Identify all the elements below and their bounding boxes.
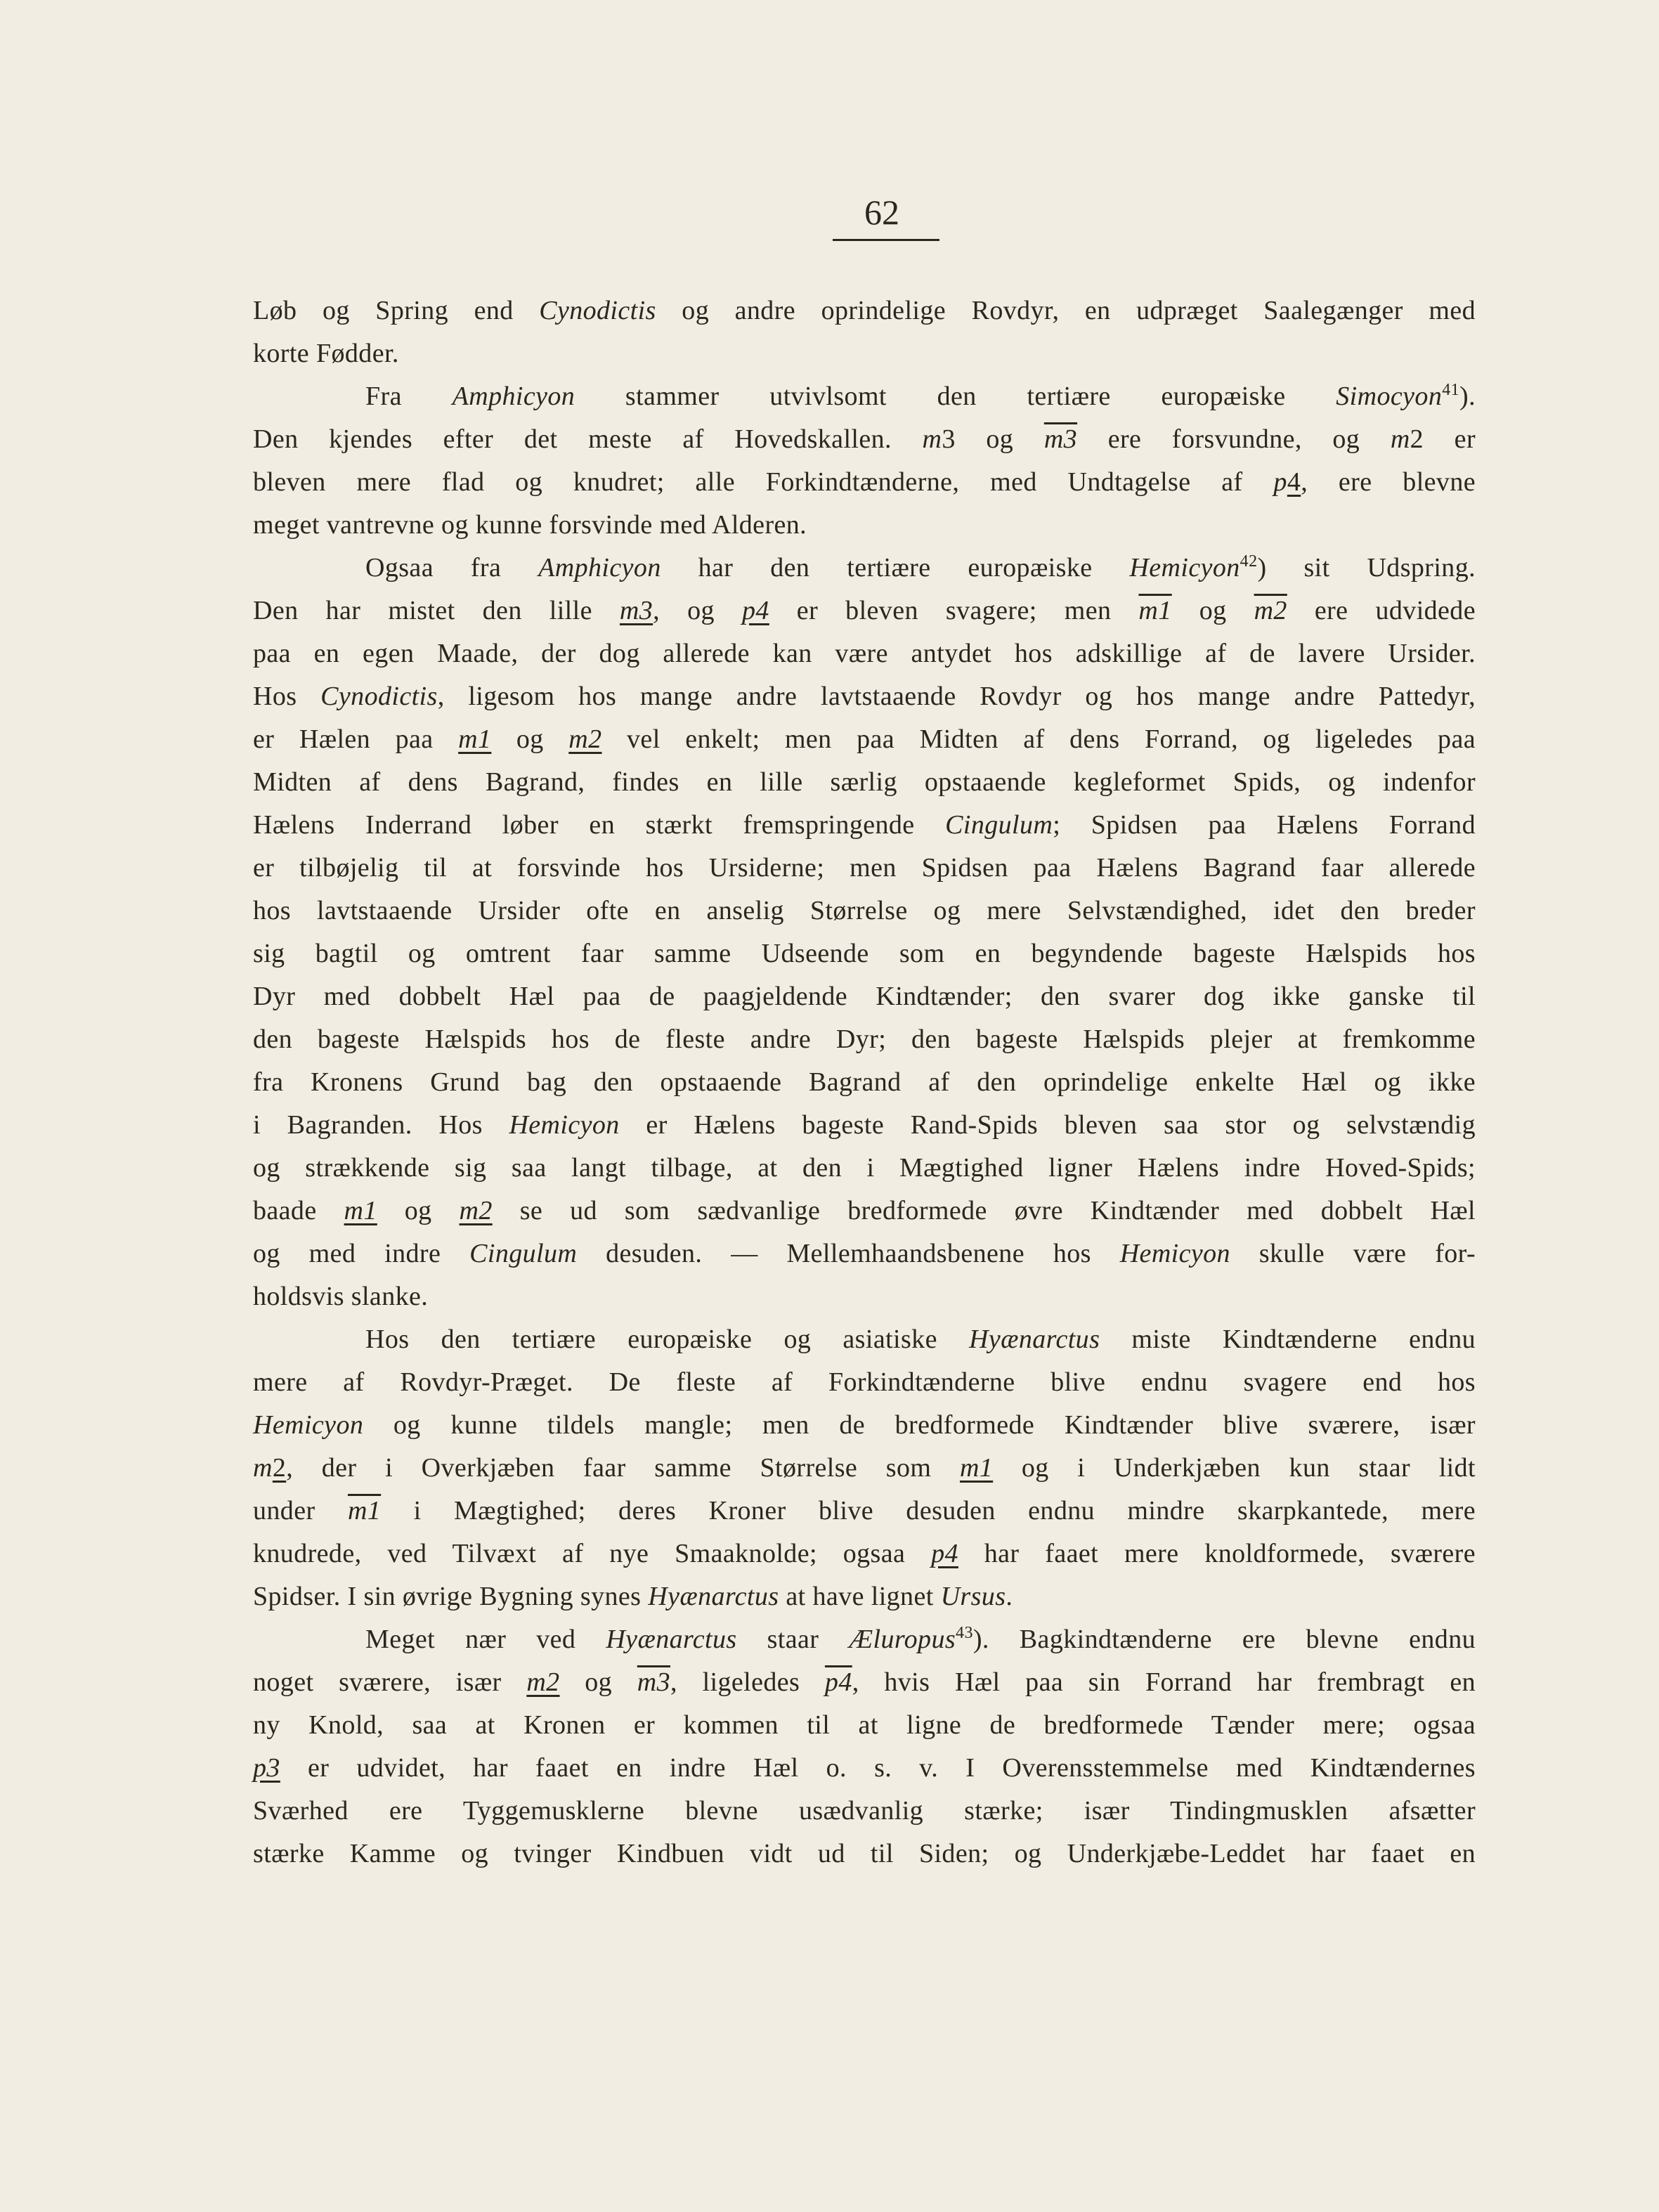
text-line bbox=[253, 1447, 1476, 1490]
text-segment: holdsvis slanke. bbox=[253, 1282, 429, 1311]
italic-text: p4 bbox=[931, 1539, 958, 1568]
text-segment: , ligeledes bbox=[670, 1667, 825, 1697]
footnote-ref: 42 bbox=[1240, 552, 1258, 571]
italic-text: Cingulum bbox=[945, 810, 1053, 840]
text-line bbox=[253, 375, 1476, 418]
text-line bbox=[253, 1790, 1476, 1833]
italic-text: m bbox=[253, 1453, 273, 1483]
italic-text: m3 bbox=[637, 1667, 670, 1697]
text-segment: Spidser. I sin øvrige Bygning synes bbox=[253, 1582, 649, 1611]
text-segment: meget vantrevne og kunne forsvinde med Alderen. bbox=[253, 510, 807, 540]
italic-text: m2 bbox=[568, 724, 602, 754]
text-segment: ) sit Udspring. bbox=[1257, 553, 1476, 583]
text-segment: i Bagranden. Hos bbox=[253, 1110, 509, 1140]
text-segment: 4 bbox=[1287, 467, 1301, 497]
text-segment: er udvidet, har faaet en indre Hæl o. s. v. I Overensstemmelse med Kindtændernes bbox=[280, 1753, 1476, 1783]
text-line bbox=[253, 847, 1476, 890]
italic-text: p bbox=[1273, 467, 1287, 497]
italic-text: m1 bbox=[458, 724, 492, 754]
italic-text: m2 bbox=[459, 1196, 493, 1225]
text-segment: Ogsaa fra bbox=[365, 553, 539, 583]
text-segment: og i Underkjæben kun staar lidt bbox=[993, 1453, 1476, 1483]
italic-text: Æluropus bbox=[849, 1625, 956, 1654]
text-segment: i Mægtighed; deres Kroner blive desuden endnu mindre skarpkantede, mere bbox=[381, 1496, 1476, 1525]
italic-text: Ursus bbox=[940, 1582, 1006, 1611]
italic-text: Hemicyon bbox=[253, 1410, 364, 1440]
text-segment: stærke Kamme og tvinger Kindbuen vidt ud til Siden; og Underkjæbe-Leddet har faaet en bbox=[253, 1839, 1476, 1868]
italic-text: m1 bbox=[1138, 596, 1172, 625]
italic-text: Cynodictis bbox=[320, 682, 438, 711]
text-line bbox=[253, 675, 1476, 718]
text-segment: ere udvidede bbox=[1287, 596, 1476, 625]
text-line bbox=[253, 890, 1476, 932]
italic-text: Hemicyon bbox=[1129, 553, 1240, 583]
text-line bbox=[253, 332, 1476, 375]
footnote-ref: 43 bbox=[956, 1624, 973, 1642]
text-line bbox=[253, 1061, 1476, 1104]
footnote-ref: 41 bbox=[1442, 381, 1460, 399]
text-segment: Hælens Inderrand løber en stærkt fremspringende bbox=[253, 810, 946, 840]
text-segment: knudrede, ved Tilvæxt af nye Smaaknolde; ogsaa bbox=[253, 1539, 932, 1568]
italic-text: Hyænarctus bbox=[969, 1325, 1100, 1354]
text-segment: og andre oprindelige Rovdyr, en udpræget Saalegænger med bbox=[656, 296, 1476, 325]
text-segment: er tilbøjelig til at forsvinde hos Ursiderne; men Spidsen paa Hælens Bagrand faar allerede bbox=[253, 853, 1476, 883]
text-line bbox=[253, 1232, 1476, 1275]
text-segment: se ud som sædvanlige bredformede øvre Kindtænder med dobbelt Hæl bbox=[492, 1196, 1476, 1225]
text-segment: skulle være for- bbox=[1230, 1239, 1476, 1268]
text-line bbox=[253, 1704, 1476, 1747]
text-segment: under bbox=[253, 1496, 348, 1525]
text-line bbox=[253, 504, 1476, 547]
text-segment: hos lavtstaaende Ursider ofte en anselig Størrelse og mere Selvstændighed, idet den breder bbox=[253, 896, 1476, 925]
text-line bbox=[253, 718, 1476, 761]
text-segment: og bbox=[1171, 596, 1254, 625]
text-segment: Hos den tertiære europæiske og asiatiske bbox=[365, 1325, 970, 1354]
text-segment: Meget nær ved bbox=[365, 1625, 606, 1654]
italic-text: p4 bbox=[741, 596, 769, 625]
italic-text: m1 bbox=[347, 1496, 382, 1525]
text-line bbox=[253, 1747, 1476, 1790]
italic-text: Simocyon bbox=[1336, 382, 1443, 411]
text-segment: og bbox=[491, 724, 569, 754]
text-segment: Hos bbox=[253, 682, 321, 711]
text-segment: at have lignet bbox=[779, 1582, 941, 1611]
text-line bbox=[253, 418, 1476, 461]
italic-text: Hyænarctus bbox=[606, 1625, 737, 1654]
text-line bbox=[253, 1104, 1476, 1147]
text-segment: stammer utvivlsomt den tertiære europæiske bbox=[575, 382, 1336, 411]
italic-text: Amphicyon bbox=[452, 382, 575, 411]
text-segment: er Hælens bageste Rand-Spids bleven saa stor og selvstændig bbox=[619, 1110, 1476, 1140]
text-line bbox=[253, 1404, 1476, 1447]
text-line bbox=[253, 932, 1476, 975]
text-line bbox=[253, 547, 1476, 590]
text-line bbox=[253, 632, 1476, 675]
text-segment: ). bbox=[1459, 382, 1476, 411]
italic-text: Cingulum bbox=[469, 1239, 578, 1268]
text-segment: 3 og bbox=[942, 424, 1044, 454]
text-segment: , ligesom hos mange andre lavtstaaende Rovdyr og hos mange andre Pattedyr, bbox=[437, 682, 1476, 711]
text-segment: . bbox=[1006, 1582, 1013, 1611]
text-segment: og bbox=[559, 1667, 637, 1697]
text-segment: , hvis Hæl paa sin Forrand har frembragt en bbox=[852, 1667, 1476, 1697]
text-segment: og strækkende sig saa langt tilbage, at den i Mægtighed ligner Hælens indre Hoved-Spids; bbox=[253, 1153, 1476, 1183]
text-segment: Fra bbox=[365, 382, 453, 411]
text-segment: desuden. — Mellemhaandsbenene hos bbox=[577, 1239, 1120, 1268]
text-line bbox=[253, 1490, 1476, 1533]
text-line bbox=[253, 1618, 1476, 1661]
text-segment: og bbox=[377, 1196, 460, 1225]
text-segment: staar bbox=[736, 1625, 850, 1654]
italic-text: m2 bbox=[1254, 596, 1287, 625]
text-segment: Den kjendes efter det meste af Hovedskallen. bbox=[253, 424, 923, 454]
text-segment: ). Bagkindtænderne ere blevne endnu bbox=[972, 1625, 1476, 1654]
text-line bbox=[253, 590, 1476, 632]
italic-text: Cynodictis bbox=[539, 296, 656, 325]
text-segment: noget sværere, især bbox=[253, 1667, 527, 1697]
text-line bbox=[253, 1575, 1476, 1618]
italic-text: m bbox=[1390, 424, 1410, 454]
text-line bbox=[253, 1361, 1476, 1404]
text-segment: har den tertiære europæiske bbox=[661, 553, 1130, 583]
text-line bbox=[253, 1018, 1476, 1061]
text-segment: miste Kindtænderne endnu bbox=[1100, 1325, 1476, 1354]
text-line bbox=[253, 1275, 1476, 1318]
page-number-rule bbox=[833, 239, 939, 241]
text-segment: Løb og Spring end bbox=[253, 296, 540, 325]
text-segment: er Hælen paa bbox=[253, 724, 459, 754]
italic-text: m3 bbox=[619, 596, 653, 625]
italic-text: m1 bbox=[959, 1453, 994, 1483]
text-segment: ; Spidsen paa Hælens Forrand bbox=[1053, 810, 1476, 840]
text-line bbox=[253, 1533, 1476, 1575]
italic-text: p3 bbox=[253, 1753, 280, 1783]
page-number: 62 bbox=[864, 193, 899, 232]
text-segment: er bleven svagere; men bbox=[769, 596, 1139, 625]
text-segment: ere forsvundne, og bbox=[1077, 424, 1391, 454]
text-line bbox=[253, 1833, 1476, 1875]
text-segment: , ere blevne bbox=[1301, 467, 1476, 497]
text-line bbox=[253, 461, 1476, 504]
text-line bbox=[253, 975, 1476, 1018]
italic-text: Hemicyon bbox=[509, 1110, 620, 1140]
text-line bbox=[253, 1190, 1476, 1232]
text-segment: , der i Overkjæben faar samme Størrelse som bbox=[286, 1453, 960, 1483]
italic-text: p4 bbox=[824, 1667, 852, 1697]
text-line bbox=[253, 1318, 1476, 1361]
text-line bbox=[253, 1661, 1476, 1704]
italic-text: m1 bbox=[344, 1196, 377, 1225]
italic-text: m2 bbox=[526, 1667, 560, 1697]
text-segment: har faaet mere knoldformede, sværere bbox=[958, 1539, 1476, 1568]
text-segment: og kunne tildels mangle; men de bredformede Kindtænder blive sværere, især bbox=[363, 1410, 1476, 1440]
text-segment: den bageste Hælspids hos de fleste andre Dyr; den bageste Hælspids plejer at fremkomme bbox=[253, 1024, 1476, 1054]
text-segment: vel enkelt; men paa Midten af dens Forrand, og ligeledes paa bbox=[601, 724, 1476, 754]
italic-text: m3 bbox=[1043, 424, 1078, 454]
text-segment: mere af Rovdyr-Præget. De fleste af Forkindtænderne blive endnu svagere end hos bbox=[253, 1367, 1476, 1397]
text-segment: Dyr med dobbelt Hæl paa de paagjeldende Kindtænder; den svarer dog ikke ganske til bbox=[253, 982, 1476, 1011]
text-segment: sig bagtil og omtrent faar samme Udseende som en begyndende bageste Hælspids hos bbox=[253, 939, 1476, 968]
text-segment: fra Kronens Grund bag den opstaaende Bagrand af den oprindelige enkelte Hæl og ikke bbox=[253, 1067, 1476, 1097]
text-segment: , og bbox=[653, 596, 742, 625]
text-line bbox=[253, 1147, 1476, 1190]
text-segment: baade bbox=[253, 1196, 344, 1225]
text-segment: og med indre bbox=[253, 1239, 470, 1268]
text-line bbox=[253, 289, 1476, 332]
italic-text: Hemicyon bbox=[1119, 1239, 1230, 1268]
text-line bbox=[253, 761, 1476, 804]
text-segment: 2 er bbox=[1410, 424, 1476, 454]
body-text bbox=[253, 289, 1476, 1875]
text-segment: korte Fødder. bbox=[253, 339, 399, 368]
text-line bbox=[253, 804, 1476, 847]
text-segment: paa en egen Maade, der dog allerede kan være antydet hos adskillige af de lavere Ursider. bbox=[253, 639, 1476, 668]
text-segment: bleven mere flad og knudret; alle Forkindtænderne, med Undtagelse af bbox=[253, 467, 1274, 497]
text-segment: Midten af dens Bagrand, findes en lille særlig opstaaende kegleformet Spids, og indenfor bbox=[253, 767, 1476, 797]
text-segment: ny Knold, saa at Kronen er kommen til at ligne de bredformede Tænder mere; ogsaa bbox=[253, 1710, 1476, 1740]
text-segment: 2 bbox=[272, 1453, 287, 1483]
italic-text: m bbox=[922, 424, 942, 454]
text-segment: Den har mistet den lille bbox=[253, 596, 620, 625]
italic-text: Amphicyon bbox=[538, 553, 661, 583]
text-segment: Sværhed ere Tyggemusklerne blevne usædvanlig stærke; især Tindingmusklen afsætter bbox=[253, 1796, 1476, 1826]
italic-text: Hyænarctus bbox=[648, 1582, 779, 1611]
